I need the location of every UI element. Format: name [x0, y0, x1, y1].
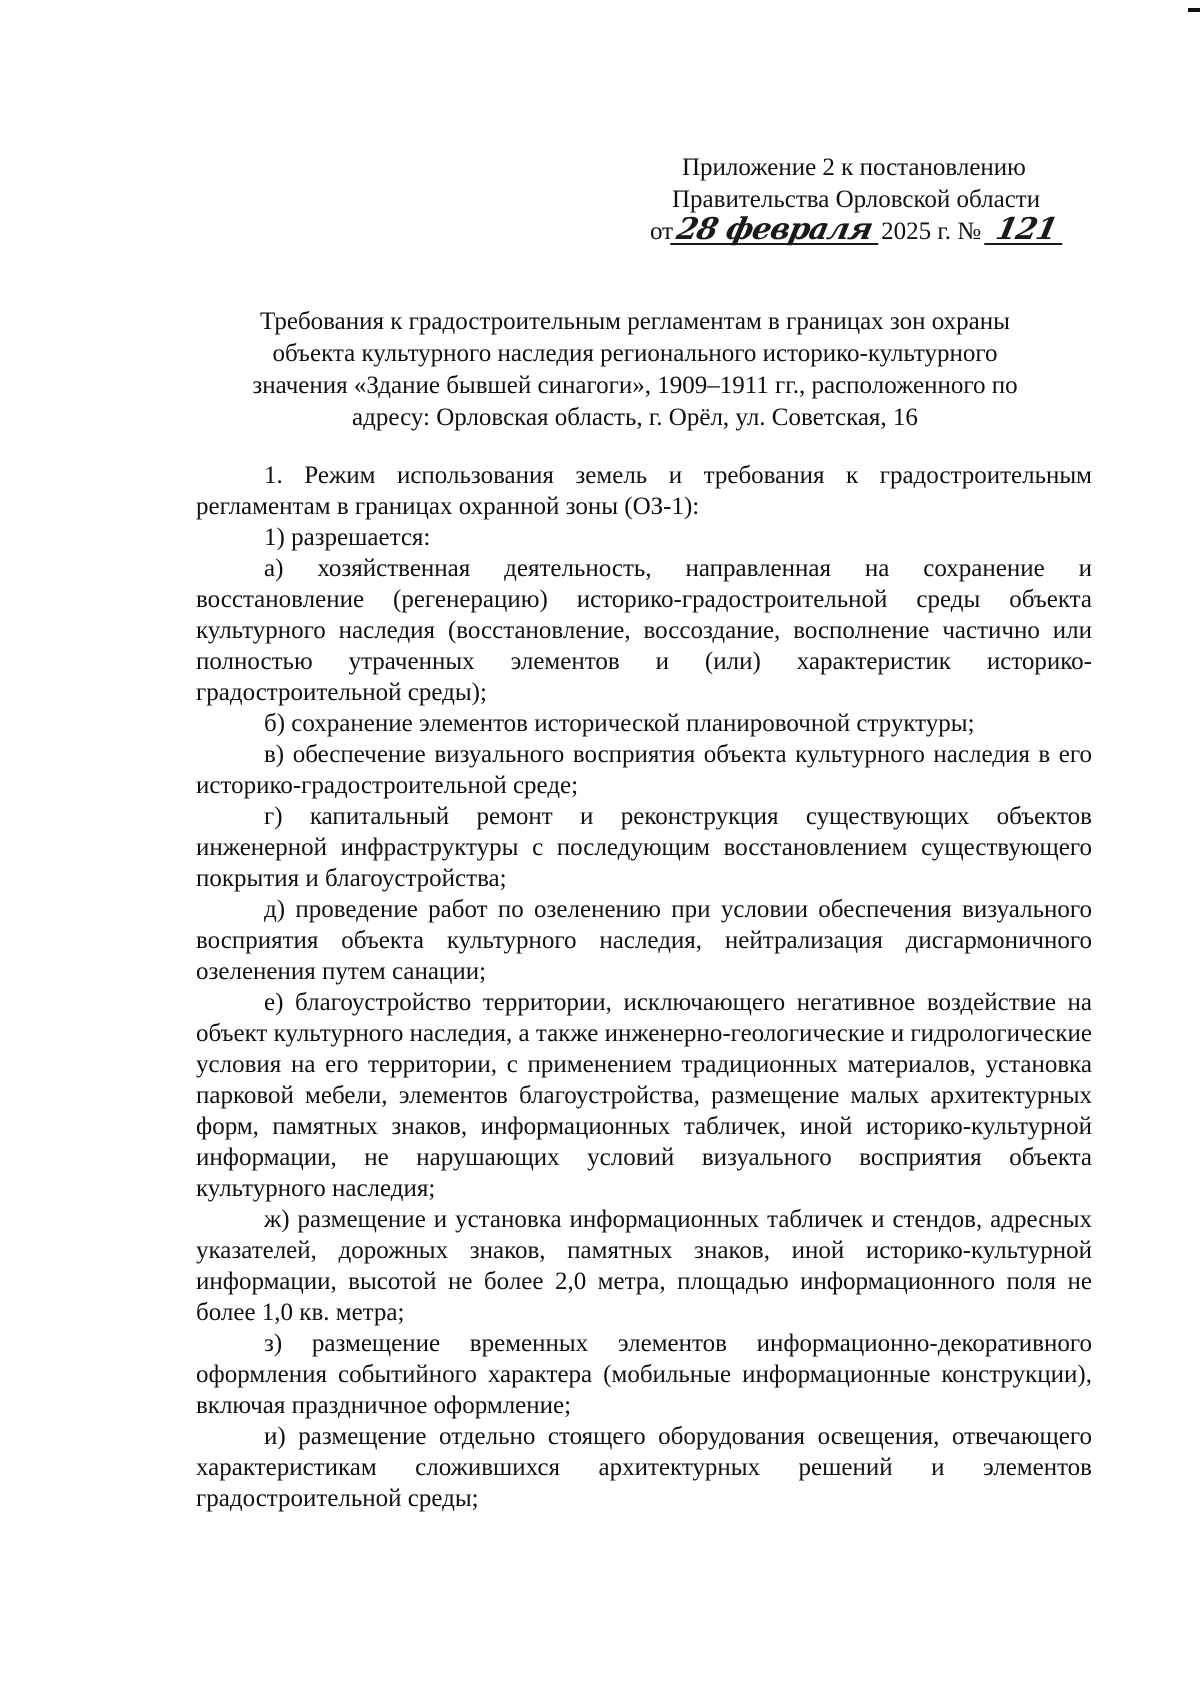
handwritten-number: 121: [984, 217, 1068, 245]
appendix-line-2: Правительства Орловской области: [672, 186, 1041, 213]
item-g: г) капитальный ремонт и реконструкция существующих объектов инженерной инфраструктуры с последующим восстановлением существующего покрытия и благоустройства;: [196, 803, 1092, 892]
item-v: в) обеспечение визуального восприятия объекта культурного наследия в его историко-градостроительной среде;: [196, 741, 1092, 799]
corner-scan-mark: [1188, 8, 1200, 12]
appendix-line-1: Приложение 2 к постановлению: [682, 154, 1026, 181]
document-body: [196, 460, 1092, 1514]
item-i: и) размещение отдельно стоящего оборудования освещения, отвечающего характеристикам сложившихся архитектурных решений и элементов градостроительной среды;: [196, 1423, 1092, 1512]
title-line-3: значения «Здание бывшей синагоги», 1909–1911 гг., расположенного по: [252, 372, 1018, 399]
date-suffix: 2025 г. №: [881, 218, 982, 245]
title-line-2: объекта культурного наследия регионального историко-культурного: [272, 340, 998, 367]
paragraph-1: 1. Режим использования земель и требования к градостроительным регламентам в границах охранной зоны (ОЗ-1):: [196, 462, 1092, 520]
paragraph-2: 1) разрешается:: [264, 524, 431, 551]
appendix-header: [620, 152, 1080, 248]
item-a: а) хозяйственная деятельность, направленная на сохранение и восстановление (регенерацию) историко-градостроительной среды объекта культурного наследия (восстановление, воссоздание, восполнение частично или полностью утраченных элементов и (или) характеристик историко-градостроительной среды);: [196, 555, 1092, 706]
title-line-4: адресу: Орловская область, г. Орёл, ул. Советская, 16: [352, 404, 918, 431]
item-z: з) размещение временных элементов информационно-декоративного оформления событийного характера (мобильные информационные конструкции), включая праздничное оформление;: [196, 1330, 1092, 1419]
document-title: [195, 306, 1075, 434]
appendix-date-line: [620, 212, 1080, 248]
title-line-1: Требования к градостроительным регламентам в границах зон охраны: [260, 308, 1010, 335]
item-zh: ж) размещение и установка информационных табличек и стендов, адресных указателей, дорожных знаков, памятных знаков, иной историко-культурной информации, высотой не более 2,0 метра, площадью информационного поля не более 1,0 кв. метра;: [196, 1206, 1092, 1326]
item-d: д) проведение работ по озеленению при условии обеспечения визуального восприятия объекта культурного наследия, нейтрализация дисгармоничного озеленения путем санации;: [196, 896, 1092, 985]
handwritten-date: 28 февраля: [670, 217, 884, 245]
item-b: б) сохранение элементов исторической планировочной структуры;: [264, 710, 975, 737]
item-e: е) благоустройство территории, исключающего негативное воздействие на объект культурного наследия, а также инженерно-геологические и гидрологические условия на его территории, с применением традиционных материалов, установка парковой мебели, элементов благоустройства, размещение малых архитектурных форм, памятных знаков, информационных табличек, иной историко-культурной информации, не нарушающих условий визуального восприятия объекта культурного наследия;: [196, 989, 1092, 1202]
date-prefix: от: [650, 218, 674, 245]
